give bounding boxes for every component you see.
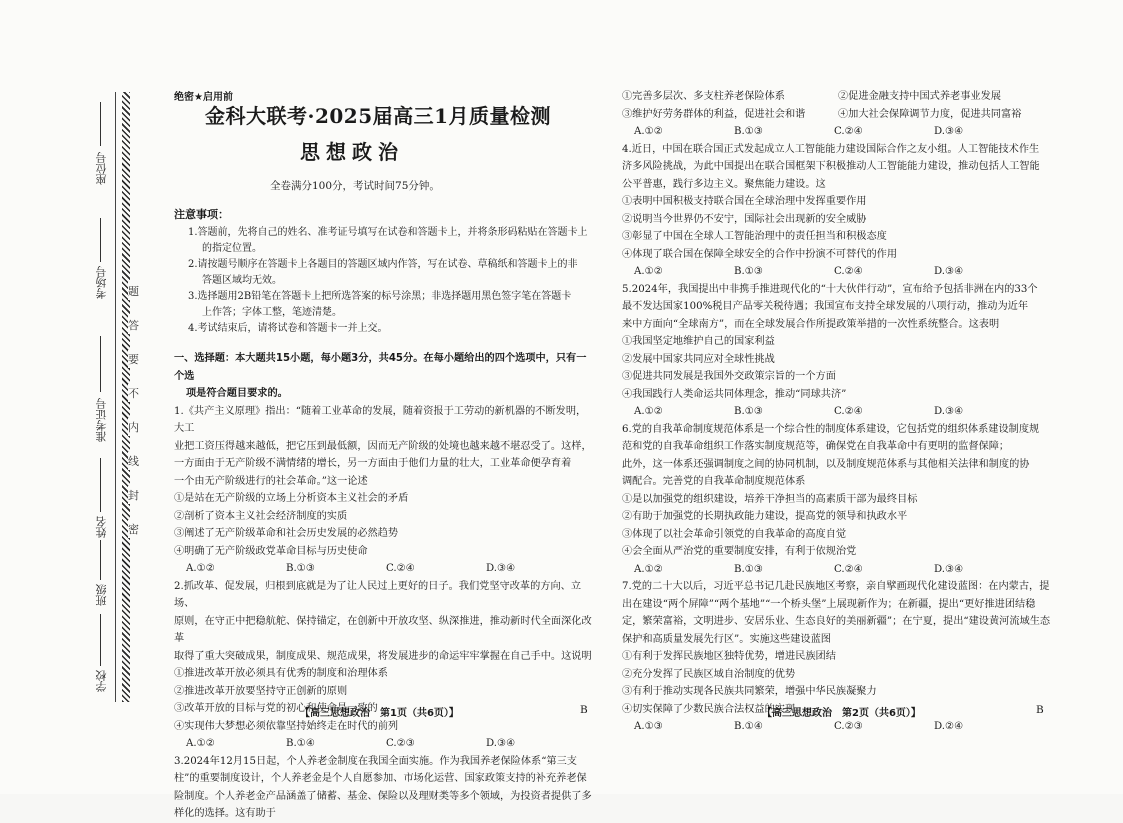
notice-item: 4.考试结束后，请将试卷和答题卡一并上交。 (188, 323, 388, 334)
question-stem: 7.党的二十大以后，习近平总书记几赴民族地区考察，亲自擘画现代化建设蓝图：在内蒙古，提 (622, 581, 1050, 592)
option-c[interactable]: C.②④ (834, 406, 863, 417)
seal-char: 封 (128, 486, 139, 504)
question-choice: ④切实保障了少数民族合法权益的实现 (622, 703, 796, 715)
question-2 (174, 578, 594, 753)
question-stem: 业把工资压得越来越低，把它压到最低额，因而无产阶级的处境也越来越不堪忍受了。这样， (174, 440, 592, 452)
answer-options (622, 561, 1062, 579)
question-choice: ④体现了联合国在保障全球安全的合作中扮演不可替代的作用 (622, 248, 898, 260)
left-column (174, 350, 594, 823)
question-choice: ④加大社会保障调节力度，促进共同富裕 (838, 108, 1022, 120)
choice-pair (622, 106, 1062, 124)
seal-char: 线 (128, 452, 139, 470)
question-choice: ②发展中国家共同应对全球性挑战 (622, 353, 775, 365)
secret-mark: 绝密★启用前 (174, 92, 233, 103)
name-line (100, 458, 101, 512)
question-stem: 柱”的重要制度设计，个人养老金是个人自愿参加、市场化运营、国家政策支持的补充养老保 (174, 773, 587, 784)
seal-char: 题 (128, 282, 139, 300)
page-footer-left: 【高三思想政治 第1页（共6页）】 (300, 708, 459, 719)
question-choice: ③有利于推动实现各民族共同繁荣，增强中华民族凝聚力 (622, 686, 877, 697)
notice-item-cont: 上作答；字体工整，笔迹清楚。 (202, 307, 342, 318)
answer-options (622, 718, 1062, 736)
option-a[interactable]: A.①② (186, 738, 215, 749)
question-choice: ③体现了以社会革命引领党的自我革命的高度自觉 (622, 528, 847, 540)
question-choice: ①推进改革开放必须具有优秀的制度和治理体系 (174, 668, 388, 679)
choice-pair (622, 88, 1062, 106)
question-choice: ②说明当今世界仍不安宁，国际社会出现新的安全威胁 (622, 213, 867, 225)
option-d[interactable]: D.③④ (934, 126, 964, 137)
question-choice: ③维护好劳务群体的利益，促进社会和谐 (622, 108, 806, 120)
option-a[interactable]: A.①② (634, 563, 663, 575)
question-stem: 范和党的自我革命组织工作落实制度规范等，确保党在自我革命中有更明的监督保障； (622, 441, 1010, 452)
notice-item: 3.选择题用2B铅笔在答题卡上把所选答案的标号涂黑；非选择题用黑色签字笔在答题卡 (188, 291, 572, 302)
question-stem: 4.近日，中国在联合国正式发起成立人工智能能力建设国际合作之友小组。人工智能技术作生 (622, 143, 1040, 155)
answer-options (622, 263, 1062, 281)
question-stem: 2.抓改革、促发展，归根到底就是为了让人民过上更好的日子。我们党坚守改革的方向、立场、 (174, 580, 582, 609)
question-choice: ②推进改革开放要坚持守正创新的原则 (174, 685, 348, 697)
answer-options (622, 403, 1062, 421)
notice-list (174, 225, 594, 337)
question-stem: 取得了重大突破成果，制度成果、规范成果，将发展进步的命运牢牢掌握在自己手中。这说明 (174, 650, 592, 662)
question-choice: ①表明中国积极支持联合国在全球治理中发挥重要作用 (622, 196, 867, 207)
question-choice: ③彰显了中国在全球人工智能治理中的责任担当和积极态度 (622, 231, 887, 242)
question-4 (622, 141, 1062, 281)
notice-item-cont: 答题区域均无效。 (202, 275, 282, 286)
question-choice: ①是以加强党的组织建设，培养干净担当的高素质干部为最终目标 (622, 493, 918, 505)
option-b[interactable]: B.①③ (734, 563, 763, 575)
question-stem: 6.党的自我革命制度规范体系是一个综合性的制度体系建设，它包括党的组织体系建设制度规 (622, 423, 1040, 435)
answer-options (174, 735, 594, 753)
question-5 (622, 281, 1062, 421)
question-stem: 3.2024年12月15日起，个人养老金制度在我国全面实施。作为我国养老保险体系“第三支 (174, 755, 577, 767)
section-heading-cont: 项是符合题目要求的。 (186, 388, 288, 399)
option-b[interactable]: B.①④ (734, 721, 763, 732)
answer-options (622, 123, 1062, 141)
option-a[interactable]: A.①② (186, 563, 215, 574)
page-footer-right: 【高三思想政治 第2页（共6页）】 (762, 708, 921, 719)
binding-line (115, 92, 116, 702)
option-c[interactable]: C.②③ (834, 721, 863, 732)
class-label: 班级 (95, 584, 108, 606)
option-a[interactable]: A.①③ (634, 721, 663, 732)
question-stem: 保护和高质量发展先行区”。实施这些建设蓝图 (622, 633, 831, 645)
option-b[interactable]: B.①④ (286, 738, 315, 749)
option-b[interactable]: B.①③ (734, 126, 763, 137)
notice-heading: 注意事项： (174, 208, 229, 221)
question-stem: 济多风险挑战，为此中国提出在联合国框架下积极推动人工智能能力建设，推动包括人工智能 (622, 161, 1040, 172)
question-3 (174, 753, 594, 823)
right-column (622, 88, 1062, 736)
question-choice: ②促进金融支持中国式养老事业发展 (838, 91, 1001, 102)
room-label: 考场号 (95, 266, 108, 299)
question-6 (622, 421, 1062, 579)
option-d[interactable]: D.③④ (934, 563, 964, 575)
question-stem: 来中方面向“全球南方”，而在全球发展合作所提政策举措的一次性系统整合。这表明 (622, 318, 1000, 330)
question-choice: ②充分发挥了民族区域自治制度的优势 (622, 668, 796, 680)
question-choice: ③促进共同发展是我国外交政策宗旨的一个方面 (622, 371, 836, 382)
option-b[interactable]: B.①③ (734, 266, 763, 277)
option-a[interactable]: A.①② (634, 126, 663, 137)
exam-meta: 全卷满分100分，考试时间75分钟。 (270, 180, 440, 192)
question-choice: ③改革开放的目标与党的初心和使命是一致的 (174, 703, 378, 714)
option-b[interactable]: B.①③ (286, 563, 315, 574)
question-stem: 样化的选择。这有助于 (174, 808, 276, 819)
question-stem: 一个由无产阶级进行的社会革命。”这一论述 (174, 475, 368, 487)
question-stem: 定，繁荣富裕，文明进步、安居乐业、生态良好的美丽新疆”；在宁夏，提出“建设黄河流域生态 (622, 616, 1051, 627)
question-stem: 一方面由于无产阶级不满情绪的增长，另一方面由于他们力量的壮大，工业革命便孕育着 (174, 458, 572, 469)
question-choice: ①是站在无产阶级的立场上分析资本主义社会的矛盾 (174, 493, 409, 504)
option-b[interactable]: B.①③ (734, 406, 763, 417)
section-heading: 一、选择题：本大题共15小题，每小题3分，共45分。在每小题给出的四个选项中，只有一个选 (174, 353, 587, 382)
option-d[interactable]: D.③④ (486, 563, 516, 574)
question-stem: 最不发达国家100%税目产品零关税待遇；我国宣布支持全球发展的八项行动，推动为近年 (622, 301, 1029, 312)
seal-char: 密 (128, 520, 139, 538)
exam-title: 金科大联考·2025届高三1月质量检测 (205, 104, 552, 128)
option-c[interactable]: C.②④ (834, 126, 863, 137)
question-choice: ①有利于发挥民族地区独特优势，增进民族团结 (622, 651, 836, 662)
option-c[interactable]: C.②④ (834, 266, 863, 277)
class-line (100, 540, 101, 580)
question-choice: ②剖析了资本主义社会经济制度的实质 (174, 510, 348, 522)
notice-item: 2.请按题号顺序在答题卡上各题目的答题区域内作答，写在试卷、草稿纸和答题卡上的非 (188, 259, 578, 270)
question-choice: ③阐述了无产阶级革命和社会历史发展的必然趋势 (174, 528, 399, 539)
question-stem: 调配合。完善党的自我革命制度规范体系 (622, 476, 806, 487)
seal-char: 答 (128, 316, 139, 334)
ticket-line (100, 336, 101, 392)
question-choice: ②有助于加强党的长期执政能力建设，提高党的领导和执政水平 (622, 511, 908, 522)
room-line (100, 218, 101, 262)
option-c[interactable]: C.②③ (386, 738, 415, 749)
seal-char: 要 (128, 350, 139, 368)
question-1 (174, 403, 594, 578)
question-stem: 出在建设“两个屏障”“两个基地”“一个桥头堡”上展现新作为；在新疆，提出“更好推进团结稳 (622, 598, 1036, 610)
option-d[interactable]: D.③④ (934, 406, 964, 417)
question-stem: 5.2024年，我国提出中非携手推进现代化的“十大伙伴行动”，宣布给予包括非洲在内的33个 (622, 283, 1038, 295)
school-line (100, 614, 101, 666)
seal-char: 内 (128, 418, 139, 436)
ticket-label: 准考证号 (95, 398, 108, 442)
option-a[interactable]: A.①② (634, 266, 663, 277)
question-choice: ①完善多层次、多支柱养老保险体系 (622, 91, 785, 102)
question-stem: 此外，这一体系还强调制度之间的协同机制，以及制度规范体系与其他相关法律和制度的协 (622, 458, 1030, 470)
exam-subject: 思想政治 (300, 140, 404, 164)
question-choice: ①我国坚定地维护自己的国家利益 (622, 336, 775, 347)
question-stem: 险制度。个人养老金产品涵盖了储蓄、基金、保险以及理财类等多个领域，为投资者提供了多 (174, 790, 592, 802)
question-choice: ④实现伟大梦想必须依靠坚持始终走在时代的前列 (174, 720, 399, 732)
question-stem: 公平普惠，践行多边主义。聚焦能力建设。这 (622, 178, 826, 190)
school-label: 学校 (95, 670, 108, 692)
name-label: 姓名 (95, 516, 108, 538)
option-c[interactable]: C.②④ (386, 563, 415, 574)
version-letter-right: B (1036, 704, 1044, 716)
question-choice: ④我国践行人类命运共同体理念，推动“同球共济” (622, 388, 847, 400)
option-d[interactable]: D.③④ (934, 266, 964, 277)
notice-item: 1.答题前，先将自己的姓名、准考证号填写在试卷和答题卡上，并将条形码粘贴在答题卡上 (188, 227, 588, 238)
answer-options (174, 560, 594, 578)
question-stem: 1.《共产主义原理》指出：“随着工业革命的发展，随着资报于工劳动的新机器的不断发明，大工 (174, 405, 587, 434)
option-a[interactable]: A.①② (634, 406, 663, 417)
notice-item-cont: 的指定位置。 (202, 243, 262, 254)
version-letter-left: B (580, 704, 588, 716)
option-c[interactable]: C.②④ (834, 563, 863, 575)
question-choice: ④明确了无产阶级政党革命目标与历史使命 (174, 545, 368, 557)
option-d[interactable]: D.②④ (934, 721, 964, 732)
seal-char: 不 (128, 384, 139, 402)
question-choice: ④会全面从严治党的重要制度安排，有利于依规治党 (622, 546, 857, 557)
option-d[interactable]: D.③④ (486, 738, 516, 749)
seat-label: 座位号 (95, 152, 108, 185)
question-stem: 原则，在守正中把稳航舵、保持锚定，在创新中开放攻坚、纵深推进，推动新时代全面深化改革 (174, 615, 592, 644)
seat-line (100, 102, 101, 146)
